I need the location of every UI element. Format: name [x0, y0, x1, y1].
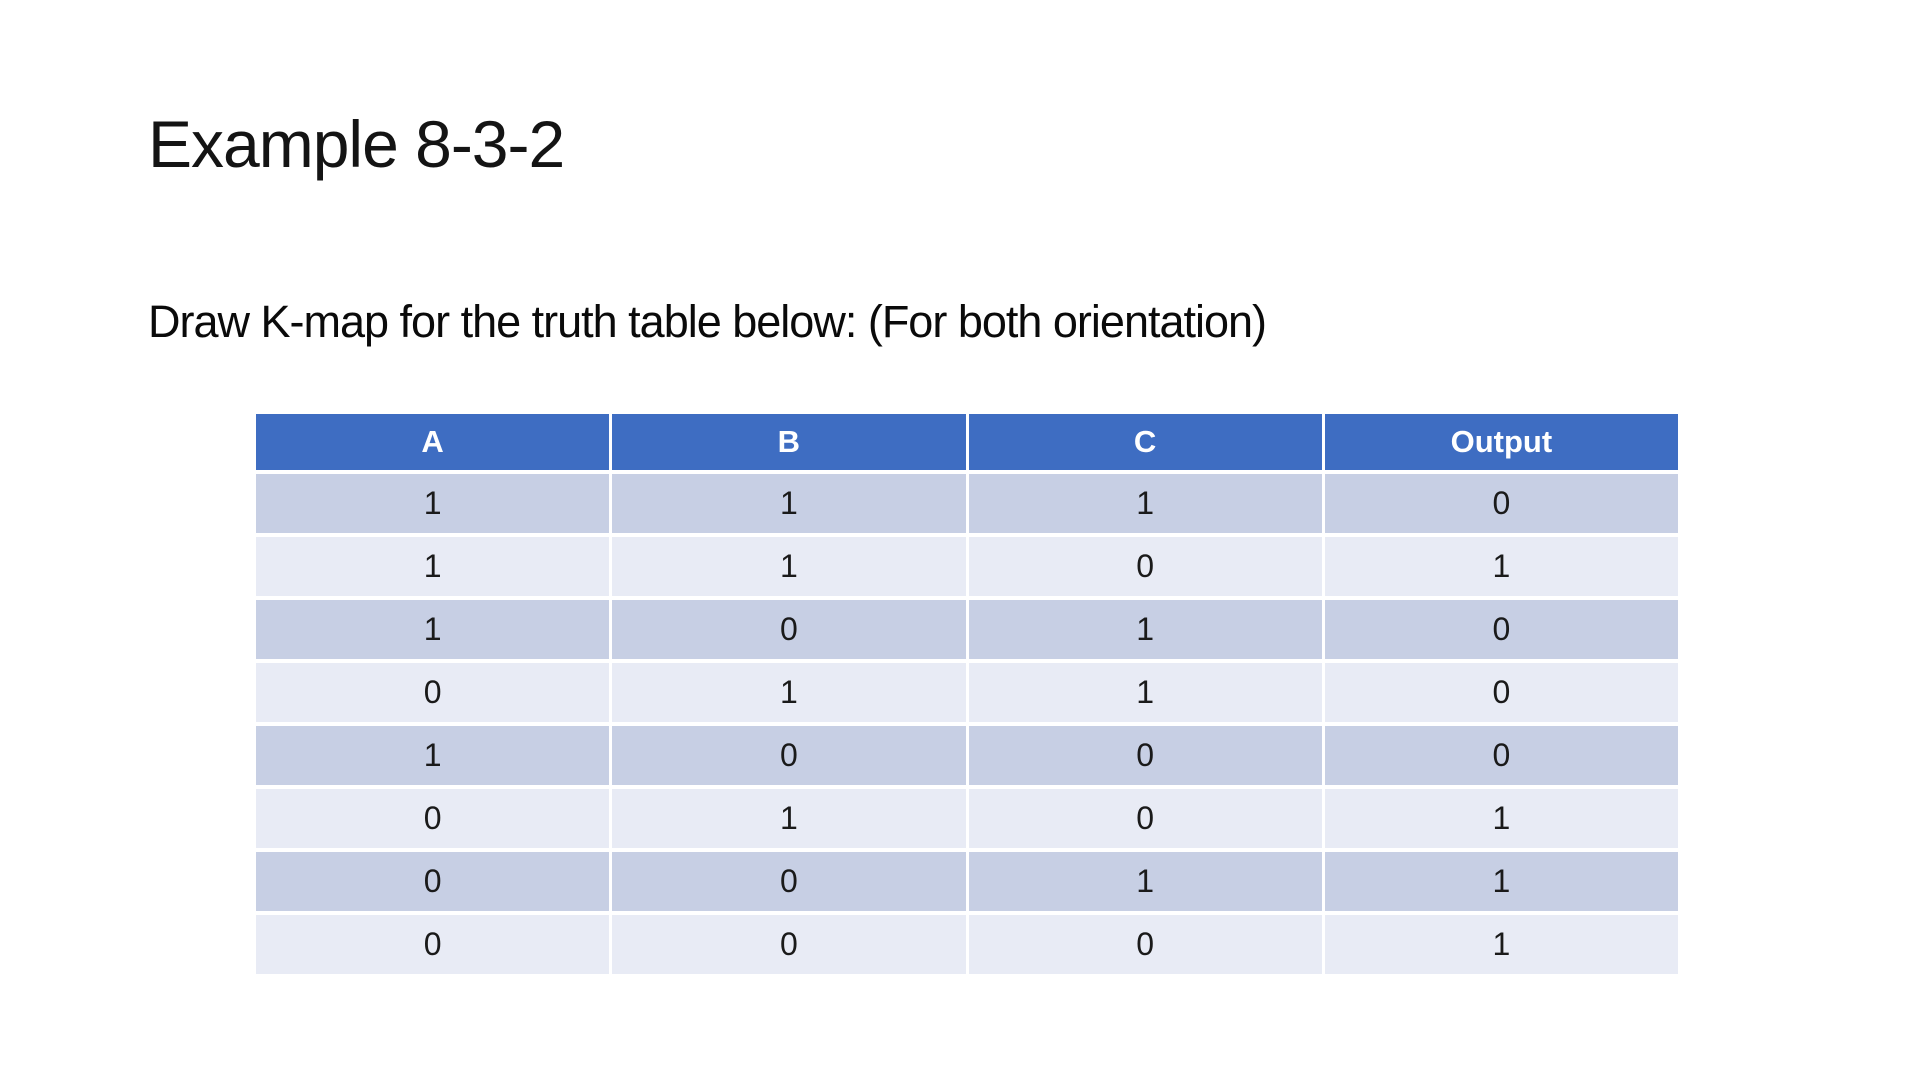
table-cell: 1: [1325, 915, 1678, 974]
table-cell: 1: [1325, 537, 1678, 596]
table-row: [256, 915, 1678, 974]
table-cell: 0: [256, 663, 609, 722]
table-row: [256, 726, 1678, 785]
table-cell: 0: [612, 852, 965, 911]
table-cell: 0: [969, 537, 1322, 596]
table-cell: 1: [612, 474, 965, 533]
table-cell: 1: [1325, 789, 1678, 848]
body-text: Draw K-map for the truth table below: (For both orientation): [148, 296, 1267, 347]
table-cell: 0: [969, 726, 1322, 785]
table-cell: 0: [612, 915, 965, 974]
table-cell: 0: [1325, 663, 1678, 722]
table-cell: 1: [612, 789, 965, 848]
table-cell: 0: [1325, 474, 1678, 533]
table-row: [256, 474, 1678, 533]
truth-table: [253, 410, 1681, 978]
table-cell: 1: [612, 663, 965, 722]
table-row: [256, 537, 1678, 596]
column-header: A: [256, 414, 609, 470]
table-cell: 0: [1325, 726, 1678, 785]
table-cell: 1: [1325, 852, 1678, 911]
table-cell: 1: [612, 537, 965, 596]
column-header: C: [969, 414, 1322, 470]
table-cell: 0: [256, 789, 609, 848]
table-cell: 1: [256, 726, 609, 785]
table-cell: 1: [969, 600, 1322, 659]
column-header: Output: [1325, 414, 1678, 470]
table-row: [256, 789, 1678, 848]
header-row: [256, 414, 1678, 470]
table-cell: 1: [256, 600, 609, 659]
table-row: [256, 663, 1678, 722]
truth-table-header: [256, 414, 1678, 470]
table-cell: 0: [256, 915, 609, 974]
table-cell: 1: [969, 474, 1322, 533]
table-cell: 1: [256, 474, 609, 533]
table-cell: 0: [612, 726, 965, 785]
column-header: B: [612, 414, 965, 470]
table-row: [256, 852, 1678, 911]
table-cell: 0: [969, 789, 1322, 848]
table-cell: 0: [1325, 600, 1678, 659]
table-cell: 1: [969, 852, 1322, 911]
table-row: [256, 600, 1678, 659]
table-cell: 0: [969, 915, 1322, 974]
table-cell: 1: [969, 663, 1322, 722]
truth-table-body: [256, 474, 1678, 974]
table-cell: 0: [256, 852, 609, 911]
table-cell: 0: [612, 600, 965, 659]
table-cell: 1: [256, 537, 609, 596]
page-title: Example 8-3-2: [148, 107, 565, 181]
